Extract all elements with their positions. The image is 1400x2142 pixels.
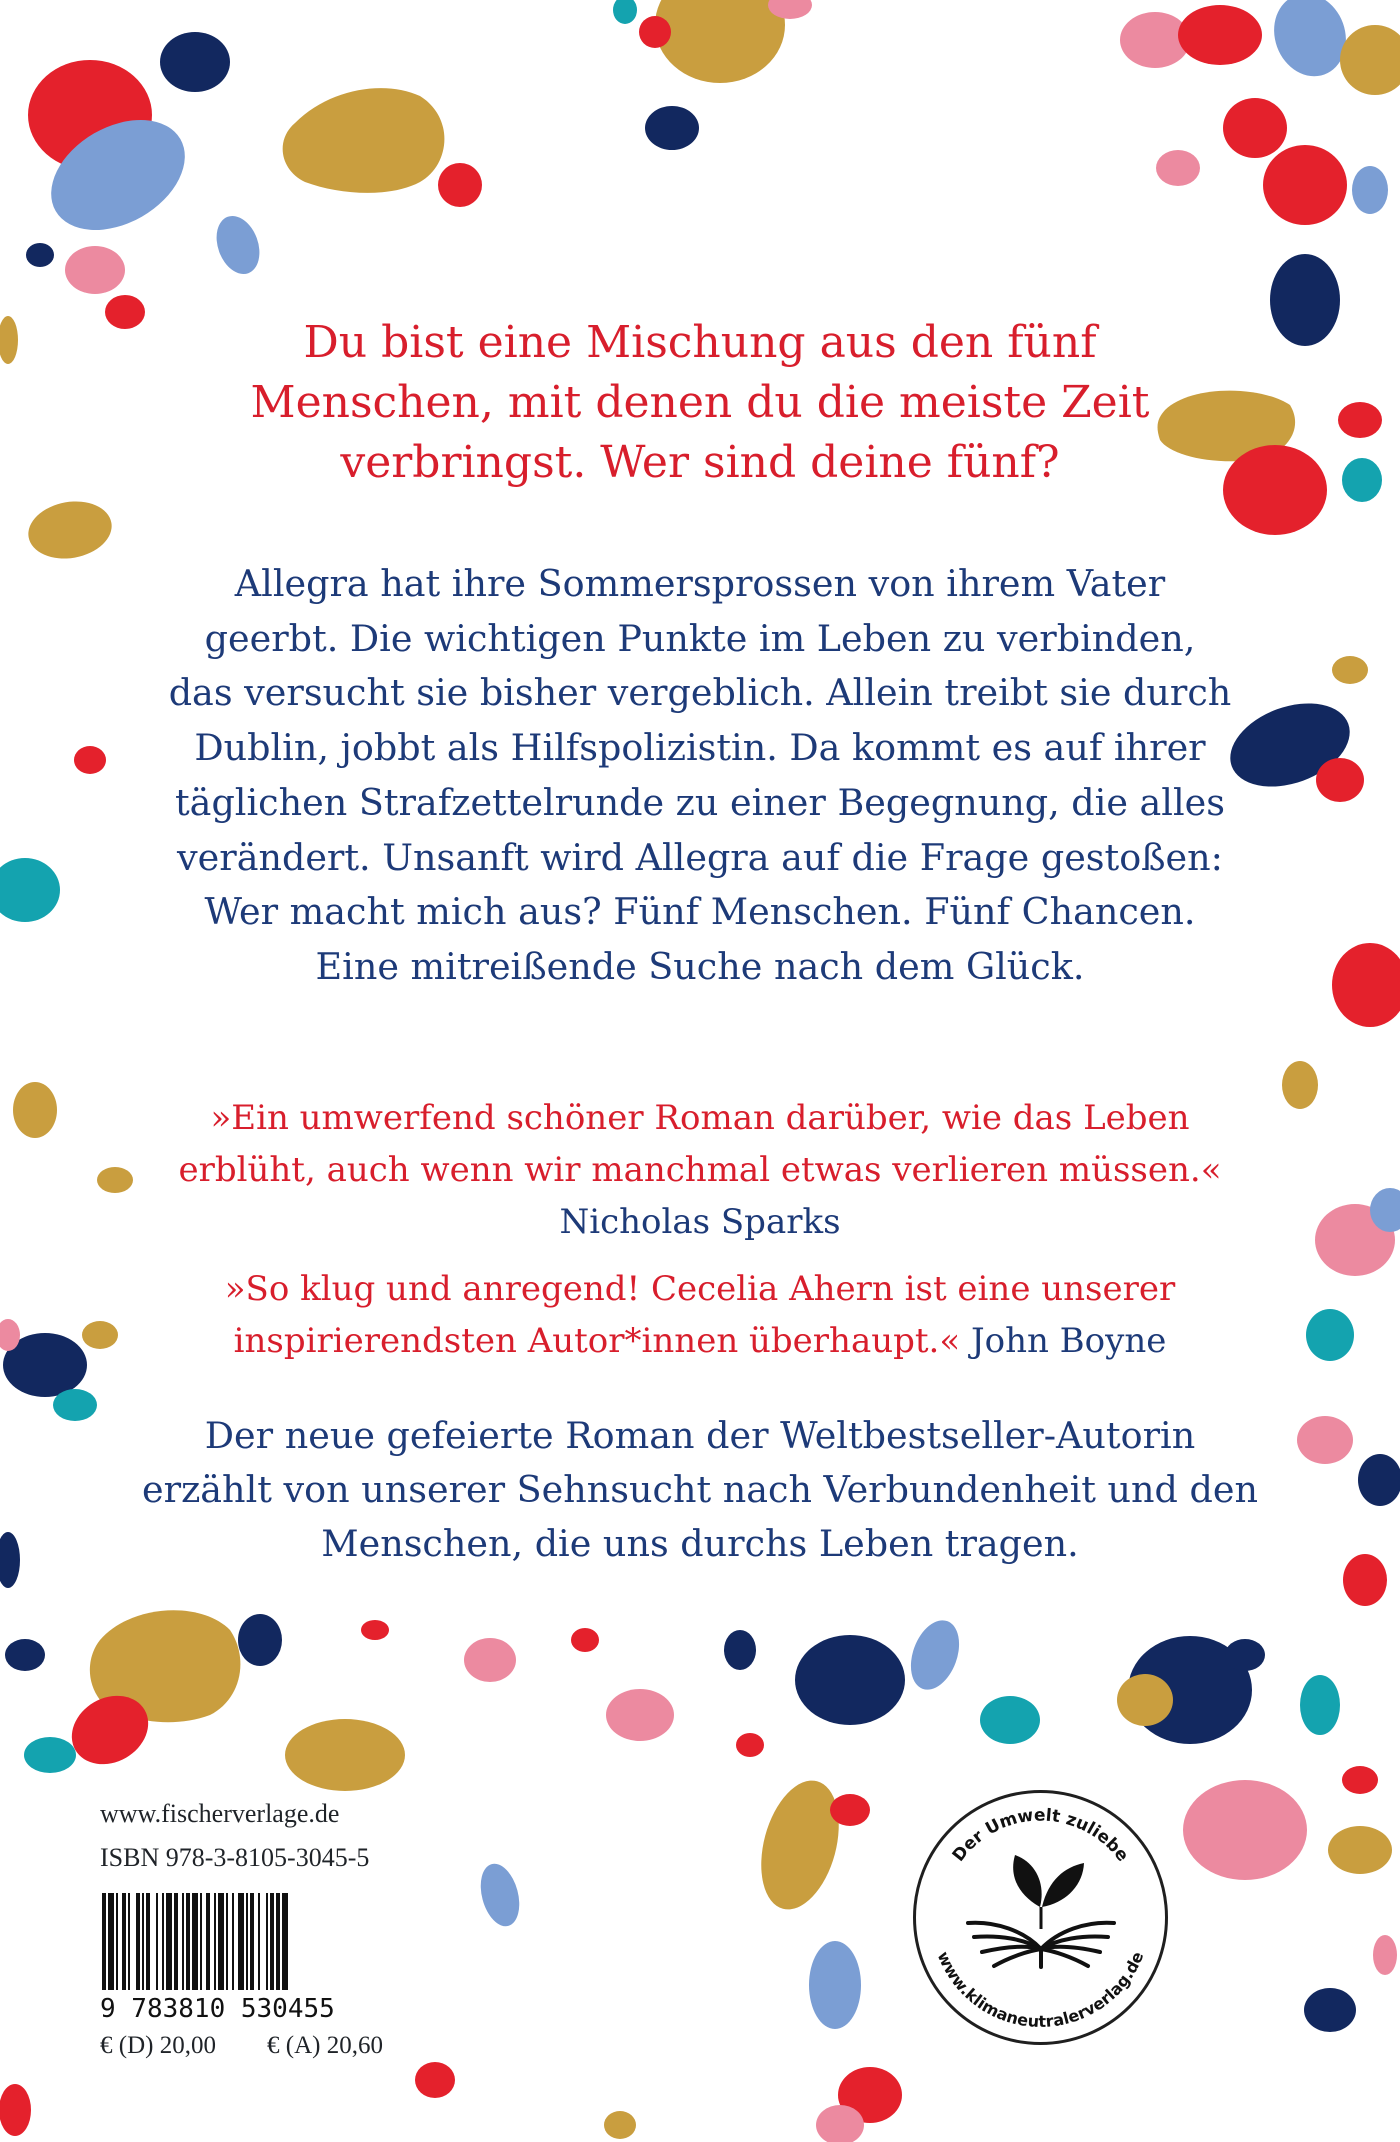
confetti-dot	[1223, 98, 1287, 158]
confetti-dot	[1373, 1935, 1397, 1975]
confetti-dot	[5, 1639, 45, 1671]
confetti-dot	[606, 1689, 674, 1741]
tagline-line: Menschen, mit denen du die meiste Zeit	[250, 377, 1150, 428]
tagline	[0, 313, 1400, 493]
confetti-dot	[1156, 150, 1200, 186]
confetti-dot	[1340, 25, 1400, 95]
publisher-info	[100, 1792, 369, 1880]
quote-line: inspirierendsten Autor*innen überhaupt.«	[233, 1321, 961, 1361]
confetti-dot	[809, 1941, 861, 2029]
eco-seal	[912, 1789, 1169, 2046]
confetti-dot	[209, 210, 267, 280]
seal-bottom-text: www.klimaneutralerverlag.de	[933, 1948, 1148, 2032]
confetti-dot	[639, 16, 671, 48]
isbn: ISBN 978-3-8105-3045-5	[100, 1843, 370, 1872]
barcode-bar	[250, 1893, 254, 1990]
review-quote-sparks	[0, 1092, 1400, 1248]
confetti-dot	[1304, 1988, 1356, 2032]
confetti-dot	[655, 0, 785, 83]
tagline-line: Du bist eine Mischung aus den fünf	[303, 317, 1097, 368]
barcode-bar	[282, 1893, 288, 1990]
barcode-bars	[100, 1893, 383, 1990]
confetti-dot	[160, 32, 230, 92]
blurb-line: geerbt. Die wichtigen Punkte im Leben zu verbinden,	[204, 616, 1196, 660]
publisher-website: www.fischerverlage.de	[100, 1799, 340, 1828]
barcode-bar	[146, 1893, 150, 1990]
tagline-line: verbringst. Wer sind deine fünf?	[340, 437, 1060, 488]
barcode-bar	[122, 1893, 126, 1990]
closing-line: Der neue gefeierte Roman der Weltbestseller-Autorin	[204, 1414, 1196, 1457]
barcode-bar	[214, 1893, 216, 1990]
price-austria: € (A) 20,60	[267, 2032, 383, 2059]
confetti-dot	[24, 495, 116, 565]
blurb-line: das versucht sie bisher vergeblich. Allein treibt sie durch	[168, 671, 1232, 715]
confetti-dot	[571, 1628, 599, 1652]
barcode-bar	[142, 1893, 144, 1990]
confetti-dot	[830, 1794, 870, 1826]
confetti-dot	[24, 1737, 76, 1773]
barcode-bar	[226, 1893, 228, 1990]
confetti-dot	[283, 88, 445, 193]
confetti-dot	[724, 1630, 756, 1670]
barcode-bar	[206, 1893, 210, 1990]
barcode-bar	[174, 1893, 178, 1990]
barcode-bar	[128, 1893, 130, 1990]
confetti-dot	[0, 2084, 31, 2136]
barcode-bar	[182, 1893, 184, 1990]
confetti-dot	[26, 243, 54, 267]
confetti-dot	[980, 1696, 1040, 1744]
barcode-bar	[276, 1893, 280, 1990]
seal-top-text: Der Umwelt zuliebe	[948, 1805, 1133, 1866]
barcode-bar	[116, 1893, 118, 1990]
closing-line: erzählt von unserer Sehnsucht nach Verbundenheit und den	[142, 1468, 1258, 1511]
barcode-bar	[238, 1893, 244, 1990]
confetti-dot	[795, 1635, 905, 1725]
confetti-dot	[285, 1719, 405, 1791]
quote-line: erblüht, auch wenn wir manchmal etwas verlieren müssen.«	[178, 1150, 1222, 1190]
review-quote-boyne	[0, 1263, 1400, 1367]
blurb-line: Dublin, jobbt als Hilfspolizistin. Da kommt es auf ihrer	[194, 726, 1206, 770]
barcode-bar	[270, 1893, 274, 1990]
blurb-line: Allegra hat ihre Sommersprossen von ihrem Vater	[234, 562, 1166, 605]
quote-author: Nicholas Sparks	[559, 1202, 841, 1242]
barcode-bar	[108, 1893, 114, 1990]
confetti-dot	[604, 2111, 636, 2139]
confetti-dot	[902, 1614, 968, 1697]
blurb	[0, 557, 1400, 995]
barcode-bar	[136, 1893, 140, 1990]
confetti-dot	[464, 1638, 516, 1682]
blurb-line: Eine mitreißende Suche nach dem Glück.	[315, 944, 1085, 988]
closing-text	[0, 1409, 1400, 1571]
barcode-bar	[232, 1893, 234, 1990]
confetti-dot	[748, 1772, 852, 1918]
quote-line: »Ein umwerfend schöner Roman darüber, wie das Leben	[210, 1098, 1190, 1138]
quote-author: John Boyne	[970, 1321, 1167, 1361]
confetti-dot	[1342, 1766, 1378, 1794]
confetti-dot	[1183, 1780, 1307, 1880]
confetti-dot	[645, 106, 699, 150]
price-germany: € (D) 20,00	[100, 2032, 216, 2059]
confetti-dot	[238, 1614, 282, 1666]
blurb-line: Wer macht mich aus? Fünf Menschen. Fünf Chancen.	[204, 890, 1196, 934]
barcode-bar	[258, 1893, 260, 1990]
confetti-dot	[1117, 1674, 1173, 1726]
confetti-dot	[1328, 1826, 1392, 1874]
barcode-bar	[246, 1893, 248, 1990]
confetti-dot	[474, 1859, 525, 1930]
quote-line-with-author	[0, 1315, 1400, 1367]
confetti-dot	[736, 1733, 764, 1757]
blurb-line: verändert. Unsanft wird Allegra auf die Frage gestoßen:	[177, 835, 1223, 879]
confetti-dot	[1352, 166, 1388, 214]
confetti-dot	[438, 163, 482, 207]
quote-line: »So klug und anregend! Cecelia Ahern ist eine unserer	[224, 1269, 1176, 1309]
confetti-dot	[361, 1620, 389, 1640]
barcode-bar	[102, 1893, 106, 1990]
confetti-dot	[613, 0, 637, 24]
barcode-bar	[166, 1893, 172, 1990]
barcode-bar	[192, 1893, 198, 1990]
barcode-bar	[162, 1893, 164, 1990]
barcode-bar	[200, 1893, 202, 1990]
confetti-dot	[65, 246, 125, 294]
barcode-digits: 9 783810 530455	[100, 1990, 383, 2028]
barcode-bar	[186, 1893, 190, 1990]
closing-line: Menschen, die uns durchs Leben tragen.	[321, 1522, 1079, 1565]
confetti-dot	[1300, 1675, 1340, 1735]
barcode	[100, 1893, 383, 1990]
barcode-bar	[156, 1893, 158, 1990]
confetti-dot	[1263, 145, 1347, 225]
barcode-bar	[266, 1893, 268, 1990]
confetti-dot	[1225, 1639, 1265, 1671]
confetti-dot	[415, 2062, 455, 2098]
barcode-bar	[218, 1893, 224, 1990]
blurb-line: täglichen Strafzettelrunde zu einer Begegnung, die alles	[175, 780, 1225, 824]
prices	[100, 2027, 383, 2065]
confetti-dot	[1178, 5, 1262, 65]
